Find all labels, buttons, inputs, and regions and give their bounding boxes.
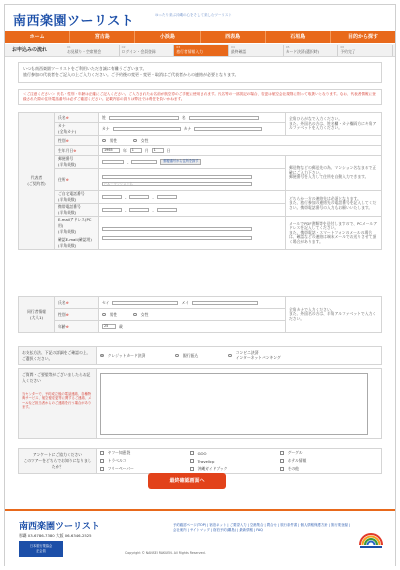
year-unit: 年 [123, 147, 127, 153]
kana-sei-label: カナ [102, 126, 110, 131]
label-text: 郵便番号 (半角英数) [58, 156, 77, 167]
footer-association-badge: 日本旅行業協会 正会員 [19, 541, 63, 557]
survey-label: アンケートにご協力ください このツアーをどちらでお知りになりましたか？ [23, 452, 92, 469]
month-unit: 月 [144, 147, 149, 153]
sei-label: 姓 [102, 114, 106, 120]
page [4, 4, 396, 566]
mobile-input-3[interactable] [157, 208, 177, 212]
survey-table [18, 448, 382, 474]
footer-copyright: Copyright © NANSEI RAKUEN. All Rights Reserved. [125, 551, 206, 555]
request-table [18, 368, 382, 439]
rep-tel-note [286, 191, 382, 217]
step-number: 04 [231, 45, 235, 49]
label-text: 性別 [58, 311, 66, 317]
note-text: 全角ひらがなで入力ください。 また、外国名の方は、姓名欄・カナ欄両方にキ角アルファベットを入力ください。 [289, 116, 377, 131]
rep-zip-label [55, 156, 99, 169]
payment-table [18, 346, 382, 365]
survey-check-1[interactable] [100, 451, 104, 455]
request-textarea[interactable] [100, 373, 368, 435]
survey-option-label: トラベルコ [107, 458, 127, 463]
survey-option-label: Travelicp [197, 458, 215, 464]
label-text: 住所 [58, 176, 66, 182]
rep-tel-label [55, 191, 99, 204]
rep-addr-label: 住所※ [55, 169, 99, 191]
footer-logo[interactable]: 南西楽園ツーリスト [19, 522, 100, 532]
nav-item-kohama[interactable]: 小浜島 [135, 31, 200, 43]
step-label: 旅行者情報入力 [176, 49, 203, 54]
rep-gender-cell [99, 136, 382, 146]
nav-item-home[interactable]: ホーム [5, 31, 70, 43]
mobile-input-2[interactable] [129, 208, 149, 212]
flow-step-4 [229, 45, 284, 56]
flow-title: お申込みの流れ [12, 47, 48, 53]
rep-birth-cell [99, 146, 382, 156]
survey-option-label: GOO [197, 450, 207, 456]
email-input[interactable] [102, 227, 252, 231]
footer-phone: 那覇 03-6786-7380 大阪 06-6346-2525 [19, 533, 92, 538]
companion-section-label [19, 297, 55, 333]
address-building-input[interactable]: ビル・マンション名 [102, 182, 252, 186]
flow-step-3-active [174, 45, 229, 56]
companion-name-cell [99, 297, 286, 309]
step-number: 03 [176, 45, 181, 49]
label-text: 性別 [58, 137, 66, 143]
companion-age-select[interactable]: 25 [102, 324, 116, 329]
label-text: 氏名 [58, 299, 66, 305]
email-confirm-input[interactable] [102, 236, 252, 240]
survey-check-8[interactable] [190, 467, 194, 471]
email-confirm-label-text: 確認E-mail(確認用) (半角英数) [58, 237, 92, 248]
survey-option-label: ホテル情報 [287, 458, 307, 463]
survey-option-label: ヤフー知恵袋 [107, 450, 131, 455]
main-nav [5, 31, 395, 43]
rep-gender-label: 性別※ [55, 136, 99, 146]
survey-check-6[interactable] [280, 459, 284, 463]
bank-label: 銀行振込 [182, 352, 199, 358]
mobile-input-1[interactable] [102, 208, 122, 212]
nav-item-miyako[interactable]: 宮古島 [70, 31, 135, 43]
survey-option-label: その他 [287, 466, 299, 471]
note-text: メールでPDF書類等を送付しますので、PCメールアドレスを記入してください。 また、携帯電話・スマートフォンのメールの場合は、確認などの連絡は端末メールでお送りさせて頂く場合があります。 [289, 220, 378, 244]
survey-option-label: フリーペーパー [107, 466, 134, 471]
male-label: 男性 [109, 137, 118, 143]
companion-note [286, 297, 382, 333]
rep-zip-cell: - 郵便番号から住所を探す [99, 156, 286, 169]
step-label: お見積り・空席照会 [67, 49, 102, 54]
survey-check-9[interactable] [280, 467, 284, 471]
email-label-text: E-mailアドレス(PC用) (半角英数) [58, 217, 92, 234]
payment-bank-radio[interactable] [175, 354, 179, 358]
female-label: 女性 [140, 137, 149, 143]
notice-box: ＜ご注意ください＞ 氏名・性別・年齢は正確にご記入ください。ご入力されたお名前が航空券のご手配に使用されます。氏名等の一部誤記の場合、変更は航空会社規則に則って取扱いとなります。なお、代表者情報に登録された際の住所電話番号は必ずご確認ください。記載内容の誤りは弊社では責任を負いかねます。 [18, 89, 382, 105]
flow-step-5 [284, 45, 339, 56]
birth-year-select[interactable]: 1965 [102, 148, 120, 153]
rep-kana-cell [99, 123, 286, 136]
mei-label: メイ [181, 299, 190, 305]
companion-sei-input[interactable] [112, 301, 178, 305]
note-text: 郵送物などの郵送先の為、マンション名なまるで正確にご入力下さい。 郵便番号を入力して住所を自動入力できます。 [289, 165, 377, 180]
companion-mei-input[interactable] [192, 301, 258, 305]
payment-credit-radio[interactable] [100, 354, 104, 358]
nav-item-ishigaki[interactable]: 石垣島 [266, 31, 331, 43]
step-number: 05 [285, 45, 290, 49]
zip-input-2[interactable] [131, 160, 157, 164]
rep-email-note [286, 217, 382, 250]
kana-mei-label: カナ [183, 126, 192, 131]
rep-section-text: 代表者 (ご契約者) [27, 175, 46, 186]
step-number: 01 [67, 45, 71, 49]
rep-addr-cell [99, 169, 286, 191]
tel-input-2[interactable] [129, 195, 149, 199]
address-input[interactable] [102, 175, 252, 179]
tel-input-3[interactable] [157, 195, 177, 199]
survey-check-7[interactable] [100, 467, 104, 471]
survey-option-label: グーグル [287, 450, 303, 455]
nav-item-iriomote[interactable]: 西表島 [201, 31, 266, 43]
payment-convenience-radio[interactable] [228, 354, 232, 358]
rep-gender-male-radio[interactable] [102, 139, 106, 143]
flow-step-6 [338, 45, 393, 56]
survey-check-3[interactable] [280, 451, 284, 455]
rep-mobile-label [55, 204, 99, 217]
request-label: ご質問・ご要望等がございましたらお記入ください [22, 372, 91, 383]
birth-month-select[interactable]: 1 [130, 148, 142, 153]
companion-section-text: 同行者情報 (大人1) [27, 308, 46, 320]
rep-mobile-cell: - - [99, 204, 286, 217]
rep-name-note [286, 113, 382, 136]
birth-day-select[interactable]: 1 [152, 148, 164, 153]
companion-age-label: 年齢※ [55, 321, 99, 333]
rep-tel-cell: - - [99, 191, 286, 204]
payment-options [97, 347, 382, 365]
label-text: 氏名 [58, 114, 66, 120]
label-text: お支払方法、下記の詳細をご確認の上、ご選択ください。 [22, 349, 91, 361]
female-label: 女性 [140, 311, 149, 317]
rep-name-cell [99, 113, 286, 123]
note-text: 全角カナで入力ください。 また、外国名の方は、半角アルファベットで入力ください。 [289, 306, 377, 321]
rep-kana-label [55, 123, 99, 136]
rep-kana-mei-input[interactable] [194, 127, 262, 131]
site-footer [5, 509, 395, 567]
representative-table [18, 112, 382, 250]
flow-step-2 [120, 45, 175, 56]
request-field-cell [97, 369, 382, 439]
survey-options [97, 449, 382, 474]
age-unit: 歳 [119, 323, 123, 329]
tel-input-1[interactable] [102, 195, 122, 199]
label-text: ご自宅電話番号 (半角英数) [58, 191, 85, 202]
survey-check-4[interactable] [100, 459, 104, 463]
label-text: 生年月日 [58, 147, 74, 153]
intro-box [18, 62, 382, 83]
footer-links[interactable]: 予約確認ページ(TOP) | 宿泊ネット | ご要望入力 | 空港集合 | 問合せ | 旅行条件書 | 個人情報保護方針 | 旅行業登録 | 会社案内 | サイトマップ | 宿泊予約(離島) | 最新情報 | FAQ [173, 523, 351, 532]
step-label: 最終確認 [231, 49, 247, 54]
step-number: 06 [340, 45, 345, 49]
label-text: 年齢 [58, 323, 66, 329]
companion-table [18, 296, 382, 333]
flow-steps [65, 45, 393, 56]
site-header [5, 5, 395, 31]
step-number: 02 [121, 45, 126, 49]
companion-gender-female-radio[interactable] [133, 313, 137, 317]
final-confirm-button[interactable]: 最終確認画面へ [148, 473, 226, 489]
rep-mei-input[interactable] [189, 116, 259, 120]
payment-label [19, 347, 97, 365]
nav-item-purpose[interactable]: 目的から探す [347, 34, 378, 40]
step-label: 予約完了 [340, 49, 356, 54]
survey-check-5[interactable] [190, 459, 194, 463]
rep-gender-female-radio[interactable] [133, 139, 137, 143]
sei-label: セイ [102, 299, 110, 305]
rep-birth-label: 生年月日※ [55, 146, 99, 156]
companion-gender-label: 性別※ [55, 309, 99, 321]
label-text: 携帯電話番号 (半角英数) [58, 204, 81, 215]
flow-step-1 [65, 45, 120, 56]
site-tagline: ゆったり楽ぶ沖縄の心をそして楽しむツーリスト [155, 13, 232, 17]
rep-email-cell [99, 217, 286, 250]
booking-flow [5, 44, 395, 57]
rep-section-label [19, 113, 55, 250]
rep-email-label [55, 217, 99, 250]
rep-kana-sei-input[interactable] [113, 127, 181, 131]
survey-label-cell [19, 449, 97, 474]
companion-gender-male-radio[interactable] [102, 313, 106, 317]
mei-label: 名 [181, 114, 186, 120]
credit-label: クレジットカード決済 [107, 352, 146, 358]
male-label: 男性 [109, 311, 118, 317]
site-logo[interactable]: 南西楽園ツーリスト [13, 14, 135, 29]
intro-line-2: 旅行参加の代表者をご記入の上ご入力ください。ご予約後の変更・変更・取消はご代表者からの連絡が必要となります。 [23, 72, 239, 77]
rep-name-label: 氏名※ [55, 113, 99, 123]
companion-gender-cell [99, 309, 286, 321]
rainbow-logo-icon [357, 523, 385, 551]
day-unit: 日 [166, 147, 171, 153]
zip-input-1[interactable] [102, 160, 124, 164]
convenience-label: コンビニ決済 インターネットバンキング [235, 350, 281, 360]
request-note: 当センターで、予約成立後の電話連絡、各種特典サービス、航空便変更等に関するご連絡、メールなど担当者からのご連絡を行う場合があります。 [22, 392, 92, 410]
rep-sei-input[interactable] [109, 116, 179, 120]
step-label: ログイン・会員登録 [121, 49, 156, 54]
note-text: どちらか一方の連絡先は必須となります。 また、旅行参加の連絡先の電話番号を記入してください。携帯電話番号の入力もお願いいたします。 [289, 195, 377, 210]
request-label-cell [19, 369, 97, 439]
survey-option-label: 沖縄ガイドブック [197, 466, 228, 471]
zip-lookup-button[interactable]: 郵便番号から住所を探す [160, 159, 201, 165]
companion-age-cell [99, 321, 286, 333]
rep-addr-note [286, 156, 382, 191]
label-text: カナ (全角カナ) [58, 123, 77, 134]
intro-line-1: いつも南西楽園ツーリストをご利用いただき誠に有難うございます。 [23, 66, 147, 71]
companion-name-label: 氏名※ [55, 297, 99, 309]
survey-check-2[interactable] [190, 451, 194, 455]
step-label: カード決済(選択時) [285, 49, 320, 54]
